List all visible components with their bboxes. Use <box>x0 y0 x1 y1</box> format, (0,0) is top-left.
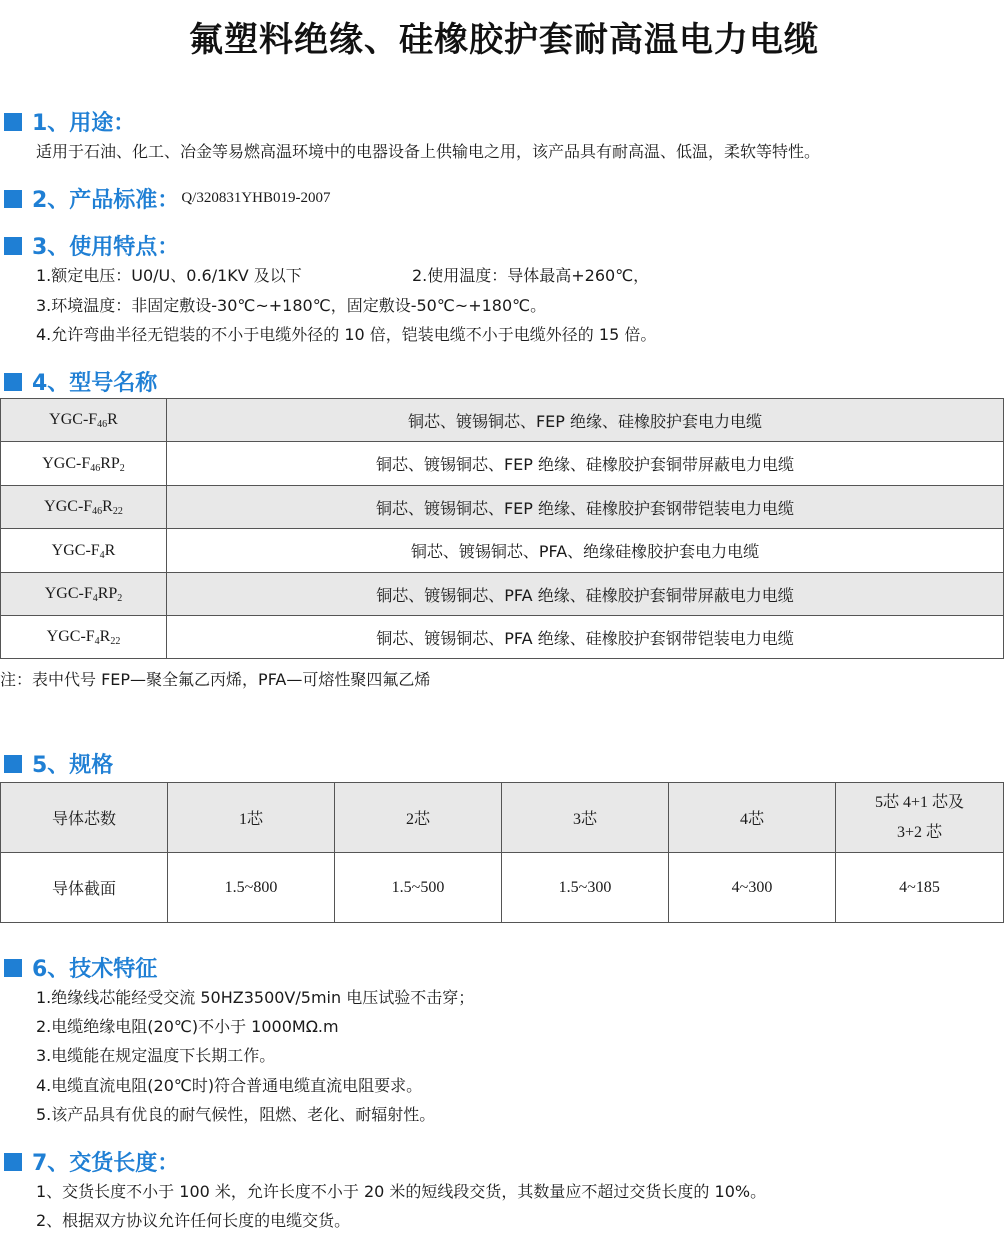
spec-cell: 1.5~300 <box>502 853 669 923</box>
page-title: 氟塑料绝缘、硅橡胶护套耐高温电力电缆 <box>189 20 819 60</box>
model-name: 铜芯、镀锡铜芯、FEP 绝缘、硅橡胶护套铜带屏蔽电力电缆 <box>167 442 1004 486</box>
square-bullet-icon <box>4 1153 22 1171</box>
spec-header-cell: 4芯 <box>669 783 836 853</box>
square-bullet-icon <box>4 373 22 391</box>
spec-header-cell <box>836 783 1004 853</box>
spec-header-row <box>1 783 1004 853</box>
spec-cell: 导体截面 <box>1 853 168 923</box>
section-6-heading <box>4 952 157 983</box>
spec-cell: 4~300 <box>669 853 836 923</box>
section-7-title: 7、交货长度： <box>32 1151 180 1176</box>
section-1-title: 1、用途： <box>32 111 136 136</box>
table-row <box>1 486 1004 529</box>
spec-header-cell: 2芯 <box>335 783 502 853</box>
section-1-text: 适用于石油、化工、冶金等易燃高温环境中的电器设备上供输电之用，该产品具有耐高温、低温，柔软等特性。 <box>36 142 821 161</box>
spec-table <box>0 782 1004 923</box>
spec-header-cell: 3芯 <box>502 783 669 853</box>
model-code: YGC-$F_4R$ <box>1 529 167 573</box>
table-row <box>1 399 1004 442</box>
tech-line-3: 3.电缆能在规定温度下长期工作。 <box>36 1046 276 1065</box>
section-5-heading <box>4 748 113 779</box>
spec-header-line-1: 5芯 4+1 芯及 <box>874 793 965 811</box>
table-note: 注：表中代号 FEP—聚全氟乙丙烯，PFA—可熔性聚四氟乙烯 <box>0 670 431 689</box>
model-name: 铜芯、镀锡铜芯、PFA、绝缘硅橡胶护套电力电缆 <box>167 529 1004 573</box>
spec-cell: 1.5~500 <box>335 853 502 923</box>
delivery-line-1: 1、交货长度不小于 100 米，允许长度不小于 20 米的短线段交货，其数量应不超过交货长度的 10%。 <box>36 1182 767 1201</box>
feature-line-3: 3.环境温度：非固定敷设-30℃~+180℃，固定敷设-50℃~+180℃。 <box>36 296 547 315</box>
tech-line-2: 2.电缆绝缘电阻(20℃)不小于 1000MΩ.m <box>36 1017 339 1036</box>
table-row <box>1 616 1004 659</box>
feature-line-2: 2.使用温度：导体最高+260℃， <box>412 266 650 285</box>
tech-line-5: 5.该产品具有优良的耐气候性，阻燃、老化、耐辐射性。 <box>36 1105 436 1124</box>
square-bullet-icon <box>4 755 22 773</box>
model-name: 铜芯、镀锡铜芯、FEP 绝缘、硅橡胶护套钢带铠装电力电缆 <box>167 486 1004 529</box>
table-row <box>1 442 1004 486</box>
section-6-title: 6、技术特征 <box>32 957 158 982</box>
section-2-title: 2、产品标准： <box>32 188 180 213</box>
tech-line-1: 1.绝缘线芯能经受交流 50HZ3500V/5min 电压试验不击穿； <box>36 988 475 1007</box>
square-bullet-icon <box>4 959 22 977</box>
section-3-title: 3、使用特点： <box>32 235 180 260</box>
square-bullet-icon <box>4 190 22 208</box>
table-row <box>1 529 1004 573</box>
spec-header-cell: 导体芯数 <box>1 783 168 853</box>
square-bullet-icon <box>4 237 22 255</box>
model-code: YGC-$F_{46}R$ <box>1 399 167 442</box>
spec-data-row <box>1 853 1004 923</box>
spec-header-cell: 1芯 <box>168 783 335 853</box>
spec-cell: 1.5~800 <box>168 853 335 923</box>
table-row <box>1 573 1004 616</box>
section-4-title: 4、型号名称 <box>32 371 158 396</box>
model-table <box>0 398 1004 659</box>
model-name: 铜芯、镀锡铜芯、PFA 绝缘、硅橡胶护套钢带铠装电力电缆 <box>167 616 1004 659</box>
section-7-heading <box>4 1146 179 1177</box>
section-2-heading <box>4 183 330 214</box>
section-1-heading <box>4 106 135 137</box>
model-code: YGC-$F_4RP_2$ <box>1 573 167 616</box>
model-name: 铜芯、镀锡铜芯、PFA 绝缘、硅橡胶护套铜带屏蔽电力电缆 <box>167 573 1004 616</box>
product-standard-value: Q/320831YHB019-2007 <box>181 190 331 206</box>
model-code: YGC-$F_{46}R_{22}$ <box>1 486 167 529</box>
section-3-heading <box>4 230 179 261</box>
square-bullet-icon <box>4 113 22 131</box>
section-5-title: 5、规格 <box>32 753 114 778</box>
tech-line-4: 4.电缆直流电阻(20℃时)符合普通电缆直流电阻要求。 <box>36 1076 423 1095</box>
spec-header-line-2: 3+2 芯 <box>896 823 943 841</box>
model-code: YGC-$F_{46}RP_2$ <box>1 442 167 486</box>
feature-line-4: 4.允许弯曲半径无铠装的不小于电缆外径的 10 倍，铠装电缆不小于电缆外径的 15 倍。 <box>36 325 657 344</box>
delivery-line-2: 2、根据双方协议允许任何长度的电缆交货。 <box>36 1211 351 1230</box>
spec-cell: 4~185 <box>836 853 1004 923</box>
model-name: 铜芯、镀锡铜芯、FEP 绝缘、硅橡胶护套电力电缆 <box>167 399 1004 442</box>
section-4-heading <box>4 366 157 397</box>
feature-line-1: 1.额定电压：U0/U、0.6/1KV 及以下 <box>36 266 302 285</box>
model-code: YGC-$F_4R_{22}$ <box>1 616 167 659</box>
